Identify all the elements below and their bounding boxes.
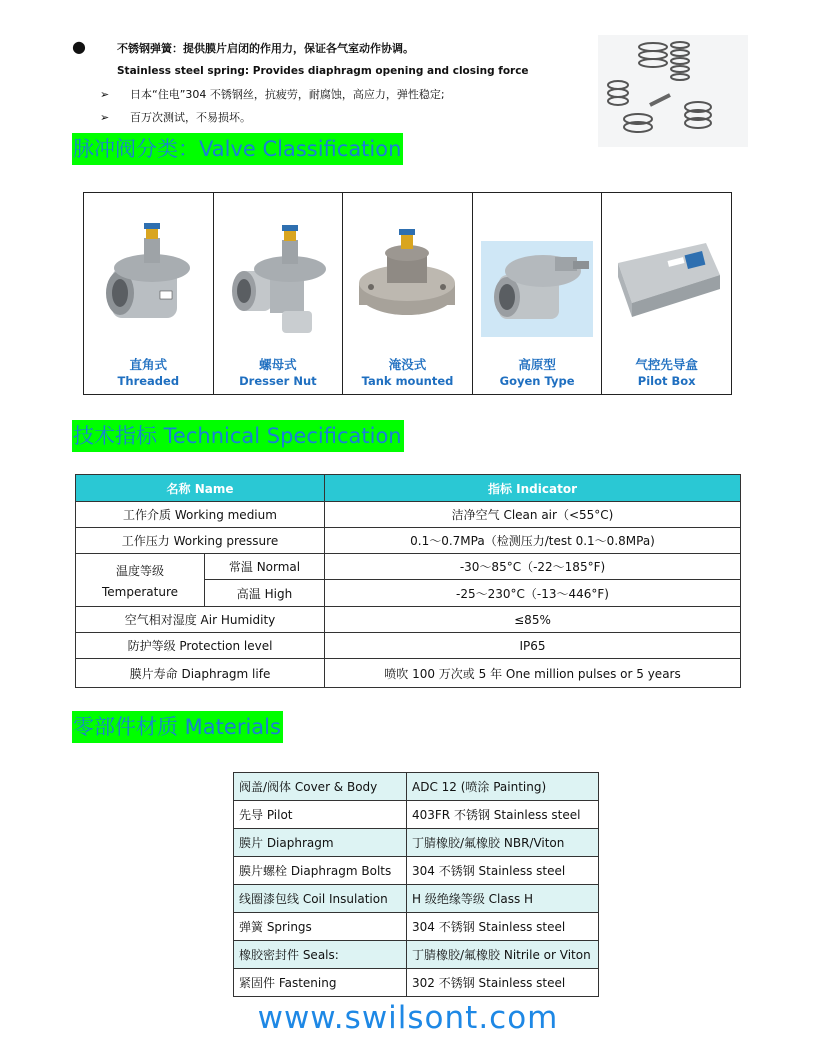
table-row: 线圈漆包线 Coil Insulation H 级绝缘等级 Class H (234, 885, 599, 913)
bullet-icon: ● (72, 37, 86, 56)
spring-line: ➢ 日本“住电”304 不锈钢丝，抗疲劳，耐腐蚀，高应力，弹性稳定; (100, 88, 445, 101)
table-row: 先导 Pilot 403FR 不锈钢 Stainless steel (234, 801, 599, 829)
table-row: 紧固件 Fastening 302 不锈钢 Stainless steel (234, 969, 599, 997)
specification-table (75, 474, 741, 688)
header-indicator: 指标 Indicator (325, 475, 741, 502)
valve-type-cn: 直角式 (129, 357, 168, 372)
valve-type-goyen (473, 193, 603, 394)
temperature-label: 温度等级 Temperature (76, 554, 205, 607)
table-row: 温度等级 Temperature 常温 Normal -30～85°C（-22～185°F) (76, 554, 741, 580)
table-row: 弹簧 Springs 304 不锈钢 Stainless steel (234, 913, 599, 941)
arrow-icon: ➢ (100, 111, 110, 124)
table-row: 阀盖/阀体 Cover & Body ADC 12 (喷涂 Painting) (234, 773, 599, 801)
valve-type-pilot-box (602, 193, 731, 394)
valve-type-threaded (84, 193, 214, 394)
website-link[interactable]: www.swilsont.com (257, 1000, 559, 1036)
valve-type-cn: 淹没式 (388, 357, 427, 372)
valve-threaded-image (92, 213, 204, 343)
valve-classification-table (83, 192, 732, 395)
spring-title-en: Stainless steel spring: Provides diaphragm opening and closing force (117, 65, 529, 77)
spring-title-cn: 不锈钢弹簧：提供膜片启闭的作用力，保证各气室动作协调。 (117, 42, 414, 55)
valve-type-en: Dresser Nut (239, 374, 317, 388)
valve-type-dresser-nut (214, 193, 344, 394)
table-row: 工作介质 Working medium 洁净空气 Clean air（<55°C) (76, 502, 741, 528)
valve-type-en: Pilot Box (637, 374, 696, 388)
arrow-icon: ➢ (100, 88, 110, 101)
table-row: 膜片寿命 Diaphragm life 喷吹 100 万次或 5 年 One million pulses or 5 years (76, 659, 741, 688)
valve-goyen-image (481, 213, 593, 343)
valve-tank-mounted-image (351, 213, 463, 343)
spring-image (598, 35, 748, 147)
classification-heading: 脉冲阀分类：Valve Classification (72, 133, 403, 165)
table-row: 膜片 Diaphragm 丁腈橡胶/氟橡胶 NBR/Viton (234, 829, 599, 857)
materials-table (233, 772, 599, 997)
pilot-box-image (610, 213, 722, 343)
table-row: 工作压力 Working pressure 0.1～0.7MPa（检测压力/test 0.1～0.8MPa) (76, 528, 741, 554)
valve-type-cn: 螺母式 (259, 357, 297, 372)
specification-heading: 技术指标 Technical Specification (72, 420, 404, 452)
table-row: 膜片螺栓 Diaphragm Bolts 304 不锈钢 Stainless steel (234, 857, 599, 885)
table-header-row (76, 475, 741, 502)
valve-type-en: Goyen Type (499, 374, 575, 388)
valve-type-en: Tank mounted (361, 374, 454, 388)
valve-type-en: Threaded (117, 374, 180, 388)
table-row: 高温 High -25～230°C（-13～446°F) (76, 580, 741, 607)
table-row: 防护等级 Protection level IP65 (76, 633, 741, 659)
table-row: 空气相对湿度 Air Humidity ≤85% (76, 607, 741, 633)
valve-type-tank-mounted (343, 193, 473, 394)
header-name: 名称 Name (76, 475, 325, 502)
materials-heading: 零部件材质 Materials (72, 711, 283, 743)
valve-dresser-nut-image (222, 213, 334, 343)
valve-type-cn: 气控先导盒 (635, 357, 698, 372)
valve-type-cn: 高原型 (518, 357, 556, 372)
spring-line: ➢ 百万次测试，不易损坏。 (100, 111, 251, 124)
table-row: 橡胶密封件 Seals: 丁腈橡胶/氟橡胶 Nitrile or Viton (234, 941, 599, 969)
